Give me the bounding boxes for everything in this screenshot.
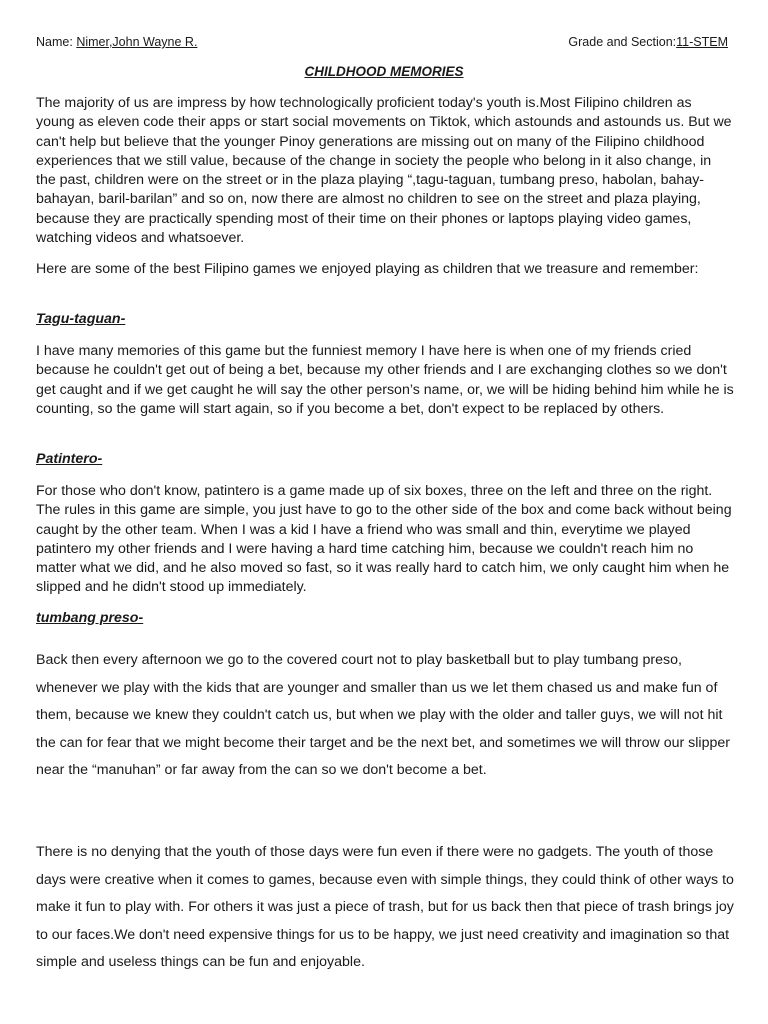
grade-value: 11-STEM (676, 35, 728, 49)
heading-patintero: Patintero- (36, 451, 103, 467)
tumbang-preso-paragraph: Back then every afternoon we go to the covered court not to play basketball but to play tumbang preso, whenever we play with the kids that are younger and smaller than us we let them chased us and make fun of them, because we knew they couldn't catch us, but when we play with the older and taller guys, we will not hit the can for fear that we might become their target and be the next bet, and sometimes we will throw our slipper near the “manuhan” or far away from the can so we don't become a bet. (36, 652, 730, 778)
intro-paragraph: The majority of us are impress by how technologically proficient today's youth is.Most Filipino children as young as eleven code their apps or start social movements on Tiktok, which astounds and astounds us. But we can't help but believe that the younger Pinoy generations are missing out on many of the Filipino childhood experiences that we still value, because of the change in society the people who belong in it also change, in the past, children were on the street or in the plaza playing “,tagu-taguan, tumbang preso, habolan, bahay-bahayan, baril-barilan” and so on, now there are almost no children to see on the street and plaza playing, because they are practically spending most of their time on their phones or laptops playing video games, watching videos and whatsoever. (36, 95, 732, 247)
patintero-paragraph: For those who don't know, patintero is a game made up of six boxes, three on the left and three on the right. The rules in this game are simple, you just have to go to the other side of the box and come back without being caught by the other team. When I was a kid I have a friend who was small and thin, everytime we played patintero my other friends and I were having a hard time catching him, because we couldn't reach him no matter what we did, and he also moved so fast, so it was really hard to catch him, we only caught him when he slipped and he didn't stood up immediately. (36, 483, 732, 596)
heading-tagu-taguan: Tagu-taguan- (36, 311, 126, 327)
document-header (36, 35, 728, 49)
name-value: Nimer,John Wayne R. (76, 35, 198, 49)
document-title: CHILDHOOD MEMORIES (304, 64, 464, 79)
tagu-taguan-paragraph: I have many memories of this game but the funniest memory I have here is when one of my friends cried because he couldn't get out of being a bet, because my other friends and I are exchanging clothes so we don't get caught and if we get caught he will say the other person’s name, or, we will be hiding behind him while he is counting, so the game will start again, so if you become a bet, don't expect to be replaced by others. (36, 343, 734, 417)
name-field (36, 35, 197, 49)
games-intro-paragraph: Here are some of the best Filipino games we enjoyed playing as children that we treasure and remember: (36, 261, 699, 277)
name-label: Name: (36, 35, 73, 49)
heading-tumbang-preso: tumbang preso- (36, 610, 144, 626)
grade-label: Grade and Section: (568, 35, 677, 49)
conclusion-paragraph: There is no denying that the youth of those days were fun even if there were no gadgets. The youth of those days were creative when it comes to games, because even with simple things, they could think of other ways to make it fun to play with. For others it was just a piece of trash, but for us back then that piece of trash brings joy to our faces.We don't need expensive things for us to be happy, we just need creativity and imagination so that simple and useless things can be fun and enjoyable. (36, 844, 734, 970)
grade-field (568, 35, 728, 49)
